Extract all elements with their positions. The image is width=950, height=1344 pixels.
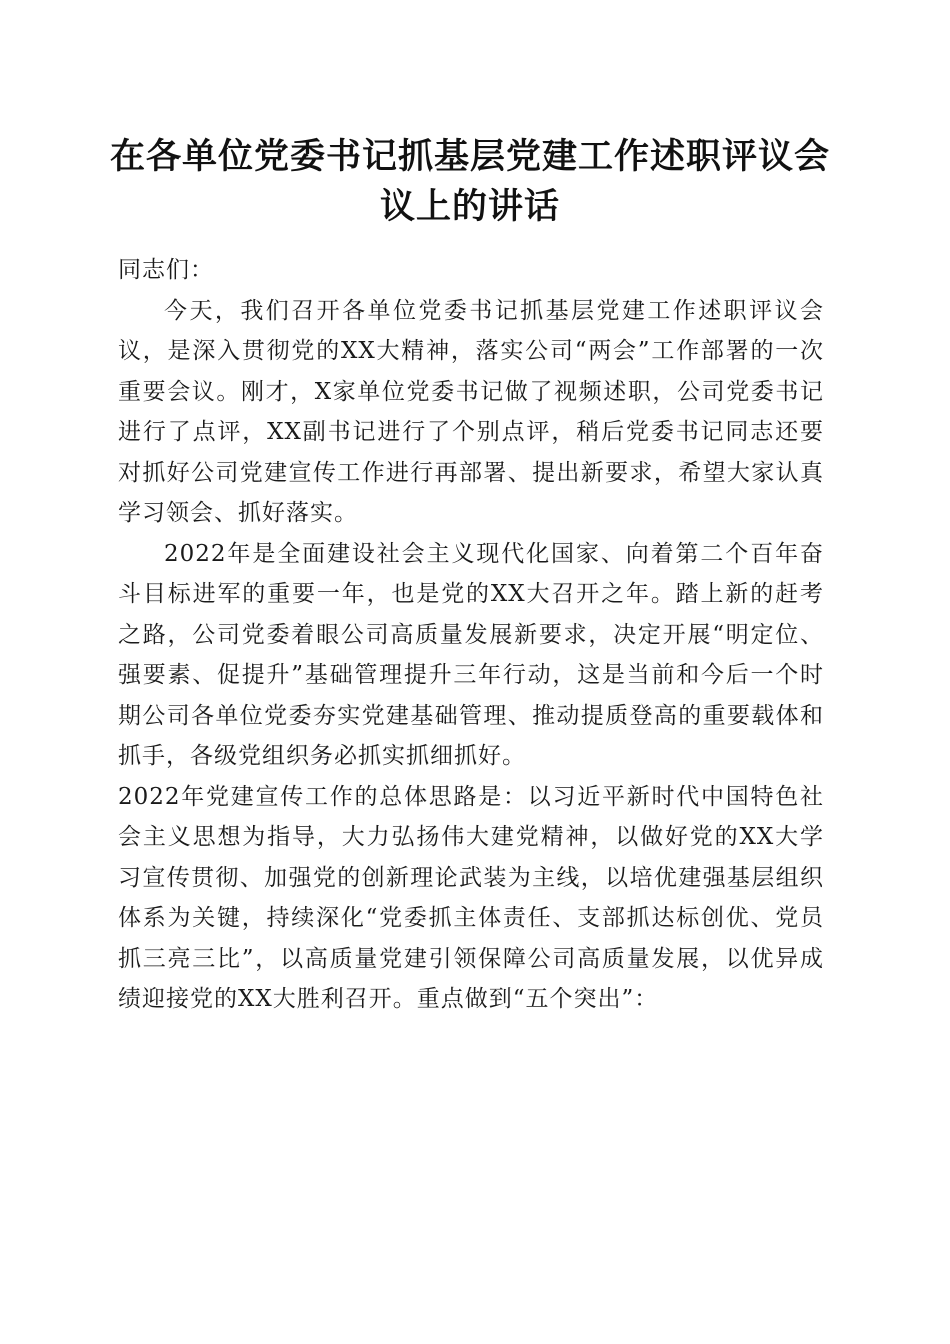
- salutation: 同志们：: [118, 257, 214, 283]
- document-body: [118, 250, 824, 1020]
- paragraph: 今天，我们召开各单位党委书记抓基层党建工作述职评议会议，是深入贯彻党的XX大精神，落实公司“两会”工作部署的一次重要会议。刚才，X家单位党委书记做了视频述职，公司党委书记进行了点评，XX副书记进行了个别点评，稍后党委书记同志还要对抓好公司党建宣传工作进行再部署、提出新要求，希望大家认真学习领会、抓好落实。: [118, 297, 824, 526]
- paragraph: 2022年是全面建设社会主义现代化国家、向着第二个百年奋斗目标进军的重要一年，也是党的XX大召开之年。踏上新的赶考之路，公司党委着眼公司高质量发展新要求，决定开展“明定位、强要素、促提升”基础管理提升三年行动，这是当前和今后一个时期公司各单位党委夯实党建基础管理、推动提质登高的重要载体和抓手，各级党组织务必抓实抓细抓好。: [118, 540, 824, 769]
- document-title: 在各单位党委书记抓基层党建工作述职评议会议上的讲话: [109, 136, 830, 227]
- paragraph: 2022年党建宣传工作的总体思路是：以习近平新时代中国特色社会主义思想为指导，大力弘扬伟大建党精神，以做好党的XX大学习宣传贯彻、加强党的创新理论武装为主线，以培优建强基层组织体系为关键，持续深化“党委抓主体责任、支部抓达标创优、党员抓三亮三比”，以高质量党建引领保障公司高质量发展，以优异成绩迎接党的XX大胜利召开。重点做到“五个突出”：: [118, 783, 824, 1012]
